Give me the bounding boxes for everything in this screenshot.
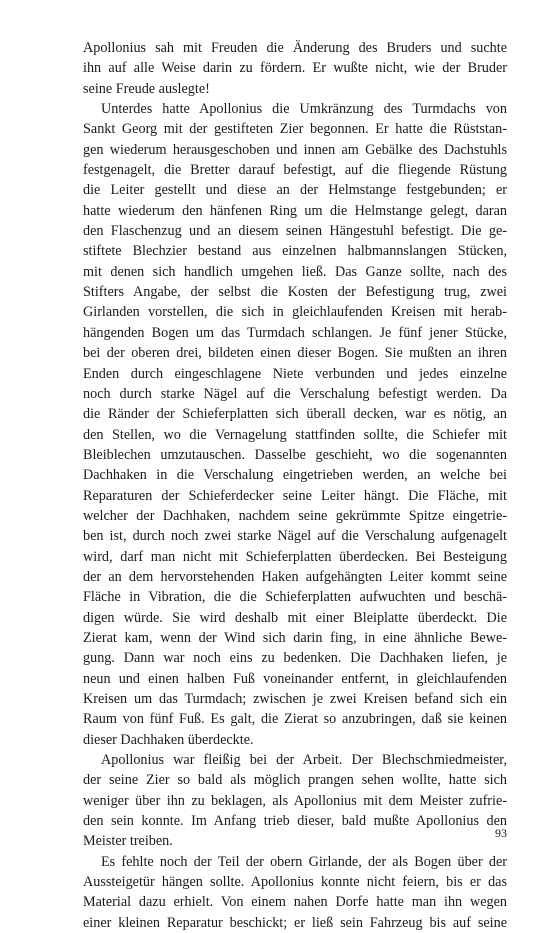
text-line: Kreisen um das Turmdach; zwischen je zwei Kreisen befand sich ein [83,691,507,707]
text-line: Aussteigetür hängen sollte. Apollonius konnte nicht feiern, bis er das [83,874,507,891]
text-line: Apollonius sah mit Freuden die Änderung des Bruders und suchte [83,40,507,56]
text-line: weniger über ihn zu beklagen, als Apollonius mit dem Meister zufrie- [83,792,507,809]
text-line: Sankt Georg mit der gestifteten Zier begonnen. Er hatte die Rüststan- [83,121,507,138]
text-line: Zierat kam, wenn der Wind sich darin fing, in eine ähnliche Bewe- [83,629,507,646]
text-line: Girlanden vorstellen, die sich in gleichlaufenden Kreisen mit herab- [83,304,507,321]
paragraph [83,852,507,933]
text-line: Enden durch eingeschlagene Niete verbunden und jedes einzelne [83,365,507,382]
text-line: welcher der Dachhaken, nachdem seine gekrümmte Spitze eingetrie- [83,507,507,524]
text-line: hatte wiederum den hänfenen Ring um die Helmstange gelegt, daran [83,202,507,219]
text-line: den sein konnte. Im Anfang trieb dieser, bald mußte Apollonius den [83,813,507,830]
text-line: den Flaschenzug und an diesem seinen Hängestuhl befestigt. Die ge- [83,223,507,240]
text-line: digen würde. Sie wird deshalb mit einer Bleiplatte überdeckt. Die [83,609,507,626]
text-line: Stifters Angabe, der selbst die Kosten der Befestigung trug, zwei [83,284,507,301]
text-line: seine Freude auslegte! [83,80,210,97]
text-line: mit denen sich handlich umgehen ließ. Das Ganze sollte, nach des [83,263,507,280]
text-line: hängenden Bogen um das Turmdach schlangen. Je fünf jener Stücke, [83,324,507,341]
page-number: 93 [495,826,507,840]
text-line: Raum von fünf Fuß. Es galt, die Zierat so anzubringen, daß sie keinen [83,711,507,728]
text-line: dieser Dachhaken überdeckte. [83,731,254,748]
text-line: ihn auf alle Weise darin zu fördern. Er wußte nicht, wie der Bruder [83,60,507,77]
text-line: die Ränder der Schieferplatten sich überall decken, war es nötig, an [83,406,507,423]
text-line: bei der oberen drei, bildeten einen dieser Bogen. Sie mußten an ihren [83,345,507,362]
text-line: der an dem hervorstehenden Haken aufgehängten Leiter kommt seine [83,568,507,585]
text-line: Unterdes hatte Apollonius die Umkränzung des Turmdachs von [101,101,507,118]
paragraph [83,99,507,750]
text-line: gen wiederum herausgeschoben und innen am Gebälke des Dachstuhls [83,141,507,158]
text-line: Fläche in Vibration, die die Schieferplatten aufwuchten und beschä- [83,589,507,606]
text-line: die Leiter gestellt und diese an der Helmstange festgebunden; er [83,182,507,199]
paragraph [83,750,507,852]
text-line: Bleiblechen umzutauschen. Dasselbe geschieht, wo die sogenannten [83,446,507,463]
text-line: Meister treiben. [83,833,173,850]
text-line: Apollonius war fleißig bei der Arbeit. Der Blechschmiedmeister, [101,752,507,769]
text-line: Es fehlte noch der Teil der obern Girlande, der als Bogen über der [101,853,507,870]
text-line: der seine Zier so bald als möglich prangen sehen wollte, hatte sich [83,772,507,789]
text-line: Material dazu erhielt. Von einem nahen Dorfe hatte man ihn wegen [83,894,507,911]
text-line: einer kleinen Reparatur beschickt; er ließ sein Fahrzeug bis auf seine [83,914,507,931]
text-line: stiftete Blechzier bestand aus einzelnen halbmannslangen Stücken, [83,243,507,260]
paragraph [83,38,507,99]
text-line: wird, darf man nicht mit Schieferplatten überdecken. Bei Besteigung [83,548,507,565]
text-line: neun und einen halben Fuß voneinander entfernt, in gleichlaufenden [83,670,507,687]
body-text [83,38,507,933]
text-line: Reparaturen der Schieferdecker seine Leiter hängt. Die Fläche, mit [83,487,507,504]
text-line: noch durch starke Nägel auf die Verschalung befestigt werden. Da [83,385,507,402]
text-line: festgenagelt, die Bretter darauf befestigt, auf die fliegende Rüstung [83,162,507,179]
text-line: den Stellen, wo die Vernagelung stattfinden sollte, die Schiefer mit [83,426,507,443]
text-line: ben ist, durch noch zwei starke Nägel auf die Verschalung aufgenagelt [83,528,507,545]
text-line: Dachhaken in die Verschalung eingetrieben werden, an welche bei [83,467,507,484]
text-line: gung. Dann war noch eins zu bedenken. Die Dachhaken liefen, je [83,650,507,667]
